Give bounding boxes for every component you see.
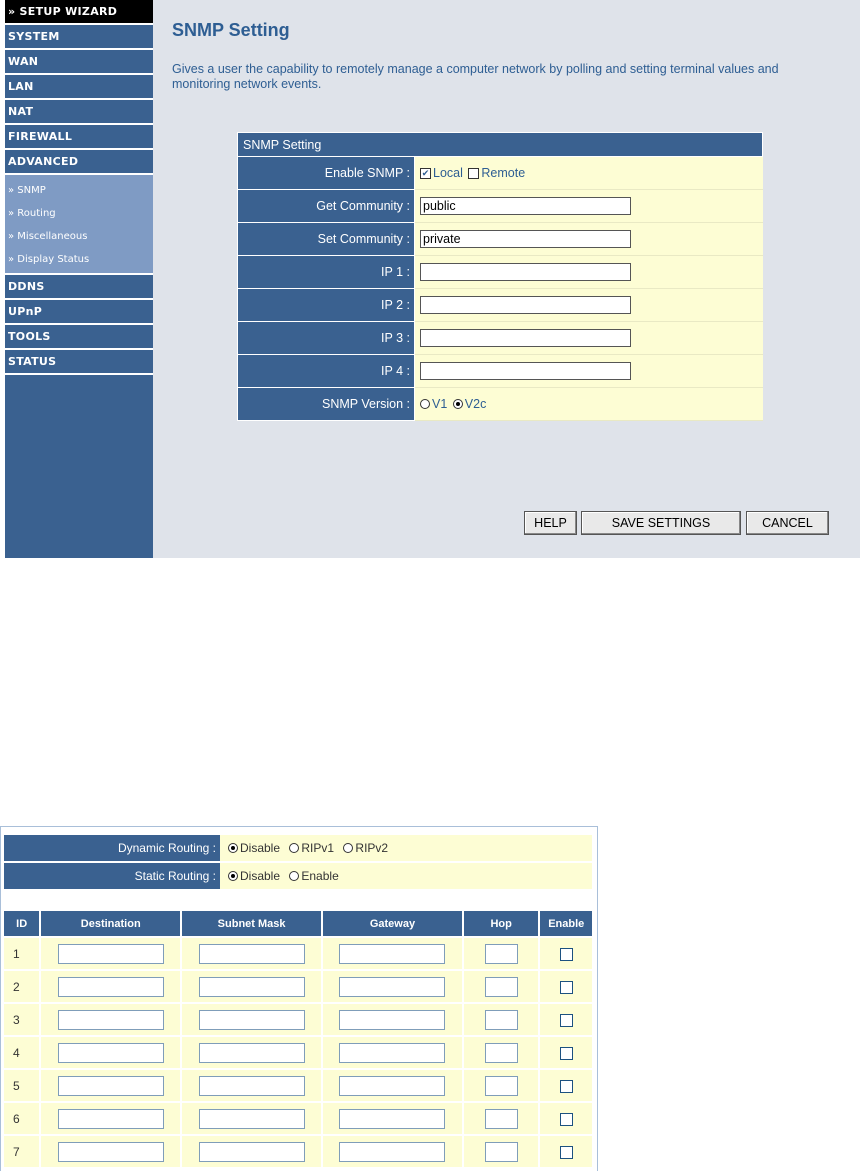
static-enable-label: Enable bbox=[301, 869, 339, 884]
route-id: 7 bbox=[4, 1135, 40, 1167]
sidebar-item-nat[interactable]: NAT bbox=[5, 100, 153, 125]
cancel-button[interactable]: CANCEL bbox=[746, 511, 829, 535]
hop-input[interactable] bbox=[485, 1076, 518, 1096]
destination-input[interactable] bbox=[58, 1142, 164, 1162]
ip3-label: IP 3 : bbox=[238, 322, 415, 355]
table-row bbox=[4, 937, 592, 970]
routing-page-screenshot bbox=[0, 826, 598, 1171]
sidebar-item-tools[interactable]: TOOLS bbox=[5, 325, 153, 350]
route-id: 1 bbox=[4, 937, 40, 970]
sidebar-item-setup-wizard[interactable]: » SETUP WIZARD bbox=[5, 0, 153, 25]
routes-body bbox=[4, 937, 592, 1167]
subnet-mask-input[interactable] bbox=[199, 1109, 305, 1129]
snmp-page-screenshot bbox=[5, 0, 860, 558]
hop-input[interactable] bbox=[485, 1043, 518, 1063]
col-enable: Enable bbox=[539, 911, 592, 937]
enable-checkbox[interactable] bbox=[560, 1113, 573, 1126]
enable-checkbox[interactable] bbox=[560, 1047, 573, 1060]
submenu-item-display-status[interactable]: » Display Status bbox=[8, 254, 90, 265]
dynamic-routing-label: Dynamic Routing : bbox=[4, 835, 220, 862]
ip1-label: IP 1 : bbox=[238, 256, 415, 289]
ip4-input[interactable] bbox=[420, 362, 631, 380]
static-routing-label: Static Routing : bbox=[4, 862, 220, 890]
subnet-mask-input[interactable] bbox=[199, 1142, 305, 1162]
remote-checkbox[interactable] bbox=[468, 168, 479, 179]
hop-input[interactable] bbox=[485, 1010, 518, 1030]
subnet-mask-input[interactable] bbox=[199, 1010, 305, 1030]
table-row bbox=[4, 970, 592, 1003]
destination-input[interactable] bbox=[58, 1076, 164, 1096]
sidebar-item-firewall[interactable]: FIREWALL bbox=[5, 125, 153, 150]
help-button[interactable]: HELP bbox=[524, 511, 577, 535]
gateway-input[interactable] bbox=[339, 1142, 445, 1162]
subnet-mask-input[interactable] bbox=[199, 1076, 305, 1096]
ip3-input[interactable] bbox=[420, 329, 631, 347]
table-row bbox=[4, 1069, 592, 1102]
ip2-label: IP 2 : bbox=[238, 289, 415, 322]
snmp-settings-table bbox=[237, 132, 763, 421]
col-gateway: Gateway bbox=[322, 911, 463, 937]
snmp-table-header: SNMP Setting bbox=[238, 133, 763, 157]
advanced-submenu bbox=[5, 175, 153, 275]
set-community-label: Set Community : bbox=[238, 223, 415, 256]
sidebar-item-status[interactable]: STATUS bbox=[5, 350, 153, 375]
dynamic-ripv2-radio[interactable] bbox=[343, 843, 353, 853]
destination-input[interactable] bbox=[58, 944, 164, 964]
remote-label: Remote bbox=[481, 166, 526, 181]
subnet-mask-input[interactable] bbox=[199, 1043, 305, 1063]
dynamic-ripv1-label: RIPv1 bbox=[301, 841, 335, 856]
sidebar-item-lan[interactable]: LAN bbox=[5, 75, 153, 100]
gateway-input[interactable] bbox=[339, 944, 445, 964]
get-community-label: Get Community : bbox=[238, 190, 415, 223]
gateway-input[interactable] bbox=[339, 1043, 445, 1063]
destination-input[interactable] bbox=[58, 1109, 164, 1129]
destination-input[interactable] bbox=[58, 1043, 164, 1063]
save-settings-button[interactable]: SAVE SETTINGS bbox=[581, 511, 741, 535]
v1-label: V1 bbox=[432, 397, 448, 412]
submenu-item-snmp[interactable]: » SNMP bbox=[8, 185, 46, 196]
subnet-mask-input[interactable] bbox=[199, 977, 305, 997]
gateway-input[interactable] bbox=[339, 977, 445, 997]
snmp-version-label: SNMP Version : bbox=[238, 388, 415, 421]
local-label: Local bbox=[433, 166, 463, 181]
static-routes-table bbox=[4, 911, 592, 1167]
subnet-mask-input[interactable] bbox=[199, 944, 305, 964]
get-community-input[interactable]: public bbox=[420, 197, 631, 215]
ip4-label: IP 4 : bbox=[238, 355, 415, 388]
enable-checkbox[interactable] bbox=[560, 1146, 573, 1159]
sidebar-item-ddns[interactable]: DDNS bbox=[5, 275, 153, 300]
sidebar-item-system[interactable]: SYSTEM bbox=[5, 25, 153, 50]
hop-input[interactable] bbox=[485, 1109, 518, 1129]
col-destination: Destination bbox=[40, 911, 181, 937]
destination-input[interactable] bbox=[58, 1010, 164, 1030]
gateway-input[interactable] bbox=[339, 1076, 445, 1096]
gateway-input[interactable] bbox=[339, 1010, 445, 1030]
table-row bbox=[4, 1036, 592, 1069]
static-disable-radio[interactable] bbox=[228, 871, 238, 881]
routing-options-table bbox=[4, 835, 592, 891]
dynamic-ripv2-label: RIPv2 bbox=[355, 841, 389, 856]
sidebar-item-advanced[interactable]: ADVANCED bbox=[5, 150, 153, 175]
dynamic-disable-label: Disable bbox=[240, 841, 281, 856]
sidebar-item-wan[interactable]: WAN bbox=[5, 50, 153, 75]
v1-radio[interactable] bbox=[420, 399, 430, 409]
route-id: 3 bbox=[4, 1003, 40, 1036]
static-enable-radio[interactable] bbox=[289, 871, 299, 881]
submenu-item-routing[interactable]: » Routing bbox=[8, 208, 56, 219]
submenu-item-miscellaneous[interactable]: » Miscellaneous bbox=[8, 231, 88, 242]
dynamic-ripv1-radio[interactable] bbox=[289, 843, 299, 853]
route-id: 5 bbox=[4, 1069, 40, 1102]
page-title: SNMP Setting bbox=[172, 20, 290, 40]
enable-snmp-label: Enable SNMP : bbox=[238, 157, 415, 190]
enable-checkbox[interactable] bbox=[560, 1080, 573, 1093]
hop-input[interactable] bbox=[485, 1142, 518, 1162]
route-id: 4 bbox=[4, 1036, 40, 1069]
enable-checkbox[interactable] bbox=[560, 1014, 573, 1027]
set-community-input[interactable]: private bbox=[420, 230, 631, 248]
destination-input[interactable] bbox=[58, 977, 164, 997]
table-row bbox=[4, 1102, 592, 1135]
local-checkbox[interactable]: ✔ bbox=[421, 167, 430, 178]
table-row bbox=[4, 1003, 592, 1036]
enable-checkbox[interactable] bbox=[560, 981, 573, 994]
v2c-radio[interactable] bbox=[453, 399, 463, 409]
ip1-input[interactable] bbox=[420, 263, 631, 281]
main-content bbox=[153, 0, 860, 558]
dynamic-disable-radio[interactable] bbox=[228, 843, 238, 853]
hop-input[interactable] bbox=[485, 944, 518, 964]
page-description: Gives a user the capability to remotely manage a computer network by polling and setting terminal values and monitoring network events. bbox=[172, 62, 779, 91]
ip2-input[interactable] bbox=[420, 296, 631, 314]
gateway-input[interactable] bbox=[339, 1109, 445, 1129]
static-disable-label: Disable bbox=[240, 869, 281, 884]
table-row bbox=[4, 1135, 592, 1167]
v2c-label: V2c bbox=[464, 397, 487, 412]
col-subnet-mask: Subnet Mask bbox=[181, 911, 322, 937]
route-id: 6 bbox=[4, 1102, 40, 1135]
col-hop: Hop bbox=[463, 911, 540, 937]
sidebar-item-upnp[interactable]: UPnP bbox=[5, 300, 153, 325]
sidebar bbox=[5, 0, 153, 558]
hop-input[interactable] bbox=[485, 977, 518, 997]
col-id: ID bbox=[4, 911, 40, 937]
route-id: 2 bbox=[4, 970, 40, 1003]
enable-checkbox[interactable] bbox=[560, 948, 573, 961]
